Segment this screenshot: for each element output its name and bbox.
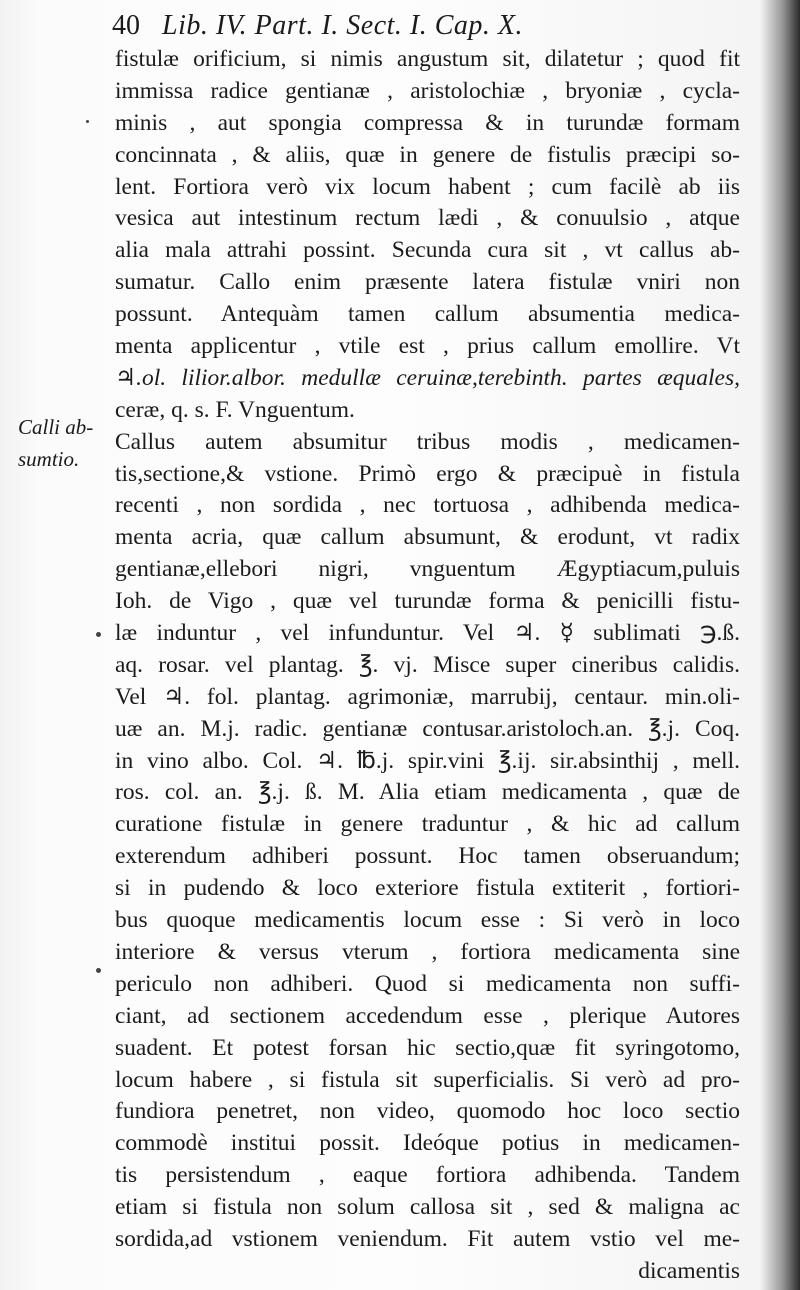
ink-blemish — [96, 968, 101, 973]
text-line: ciant, ad sectionem accedendum esse , plerique Autores — [115, 1002, 740, 1029]
text-line: menta acria, quæ callum absumunt, & erodunt, vt radix — [115, 524, 740, 551]
text-line: possunt. Antequàm tamen callum absumentia medica- — [115, 301, 740, 328]
text-line: Callus autem absumitur tribus modis , medicamen- — [115, 428, 740, 455]
text-line: periculo non adhiberi. Quod si medicamenta non suffi- — [115, 970, 740, 997]
text-line: Vel ♃. fol. plantag. agrimoniæ, marrubij, centaur. min.oli- — [115, 683, 740, 710]
text-line: concinnata , & aliis, quæ in genere de fistulis præcipi so- — [115, 141, 740, 168]
text-line: sumatur. Callo enim præsente latera fistulæ vniri non — [115, 269, 740, 296]
text-line: si in pudendo & loco exteriore fistula extiterit , fortiori- — [115, 875, 740, 902]
ink-blemish — [96, 632, 101, 637]
text-line: interiore & versus vterum , fortiora medicamenta sine — [115, 938, 740, 965]
text-line: Ioh. de Vigo , quæ vel turundæ forma & penicilli fistu- — [115, 588, 740, 615]
text-line: recenti , non sordida , nec tortuosa , adhibenda medica- — [115, 492, 740, 519]
text-line: bus quoque medicamentis locum esse : Si verò in loco — [115, 907, 740, 934]
text-line: tis persistendum , eaque fortiora adhibenda. Tandem — [115, 1162, 740, 1189]
page-header — [112, 8, 752, 44]
text-line: aq. rosar. vel plantag. ℥. vj. Misce super cineribus calidis. — [115, 651, 740, 678]
running-title: Lib. IV. Part. I. Sect. I. Cap. X. — [162, 10, 524, 41]
text-line: fundiora penetret, non video, quomodo hoc loco sectio — [115, 1098, 740, 1125]
text-line: uæ an. M.j. radic. gentianæ contusar.aristoloch.an. ℥.j. Coq. — [115, 715, 740, 742]
text-line: immissa radice gentianæ , aristolochiæ , bryoniæ , cycla- — [115, 77, 740, 104]
text-line: ros. col. an. ℥.j. ß. M. Alia etiam medicamenta , quæ de — [115, 779, 740, 806]
text-line: ceræ, q. s. F. Vnguentum. — [115, 396, 355, 423]
text-line: etiam si fistula non solum callosa sit , sed & maligna ac — [115, 1194, 740, 1221]
text-line: læ induntur , vel infunduntur. Vel ♃. ☿ sublimati ℈.ß. — [115, 620, 740, 647]
text-line: commodè institui possit. Ideóque potius in medicamen- — [115, 1130, 740, 1157]
text-line: vesica aut intestinum rectum lædi , & conuulsio , atque — [115, 205, 740, 232]
text-line: alia mala attrahi possint. Secunda cura sit , vt callus ab- — [115, 237, 740, 264]
text-line: locum habere , si fistula sit superficialis. Si verò ad pro- — [115, 1066, 740, 1093]
page-number: 40 — [112, 10, 140, 41]
text-line: lent. Fortiora verò vix locum habent ; cum facilè ab iis — [115, 173, 740, 200]
body-text — [115, 44, 740, 1288]
catchword: dicamentis — [638, 1257, 740, 1284]
margin-note-line1: Calli ab- — [18, 415, 94, 439]
text-line: ♃.ol. lilior.albor. medullæ ceruinæ,terebinth. partes æquales, — [115, 364, 740, 391]
text-line: curatione fistulæ in genere traduntur , & hic ad callum — [115, 811, 740, 838]
text-line: suadent. Et potest forsan hic sectio,quæ fit syringotomo, — [115, 1034, 740, 1061]
text-line: in vino albo. Col. ♃. ℔.j. spir.vini ℥.ij. sir.absinthij , mell. — [115, 747, 740, 774]
text-line: fistulæ orificium, si nimis angustum sit, dilatetur ; quod fit — [115, 46, 740, 72]
text-line: sordida,ad vstionem veniendum. Fit autem vstio vel me- — [115, 1225, 740, 1252]
text-line: menta applicentur , vtile est , prius callum emollire. Vt — [115, 333, 740, 360]
text-line: minis , aut spongia compressa & in turundæ formam — [115, 109, 740, 136]
text-line: gentianæ,ellebori nigri, vnguentum Ægyptiacum,puluis — [115, 556, 740, 583]
text-line: exterendum adhiberi possunt. Hoc tamen obseruandum; — [115, 843, 740, 870]
text-line: tis,sectione,& vstione. Primò ergo & præcipuè in fistula — [115, 460, 740, 487]
margin-note-line2: sumtio. — [18, 447, 80, 471]
ink-blemish — [86, 120, 89, 123]
